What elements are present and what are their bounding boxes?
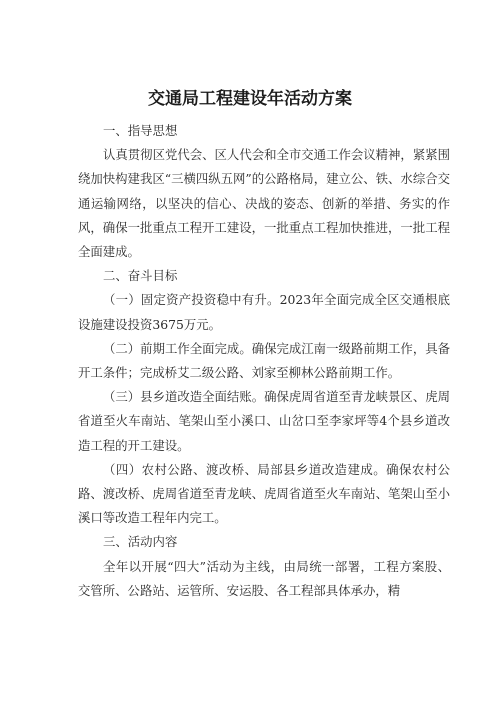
paragraph: 认真贯彻区党代会、区人代会和全市交通工作会议精神，紧紧围绕加快构建我区“三横四纵五网”的公路格局，建立公、铁、水综合交通运输网络，以坚决的信心、决战的姿态、创新的举措、务实的作风，确保一批重点工程开工建设，一批重点工程加快推进，一批工程全面建成。 — [78, 147, 450, 260]
document-body — [78, 119, 450, 603]
paragraph: （二）前期工作全面完成。确保完成江南一级路前期工作，具备开工条件；完成桥艾二级公路、刘家至柳林公路前期工作。 — [78, 340, 450, 381]
document-title: 交通局工程建设年活动方案 — [148, 89, 352, 109]
section-heading: 一、指导思想 — [103, 123, 178, 138]
paragraph: （三）县乡道改造全面结账。确保虎周省道至青龙峡景区、虎周省道至火车南站、笔架山至小溪口、山岔口至李家坪等4个县乡道改造工程的开工建设。 — [78, 389, 450, 453]
paragraph: （一）固定资产投资稳中有升。2023年全面完成全区交通根底设施建设投资3675万元。 — [78, 292, 450, 332]
section-heading: 三、活动内容 — [103, 534, 178, 550]
paragraph: 全年以开展“四大”活动为主线，由局统一部署，工程方案股、交管所、公路站、运管所、安运股、各工程部具体承办，精 — [78, 558, 450, 598]
paragraph: （四）农村公路、渡改桥、局部县乡道改造建成。确保农村公路、渡改桥、虎周省道至青龙峡、虎周省道至火车南站、笔架山至小溪口等改造工程年内完工。 — [78, 461, 450, 526]
section-heading: 二、奋斗目标 — [103, 268, 178, 284]
